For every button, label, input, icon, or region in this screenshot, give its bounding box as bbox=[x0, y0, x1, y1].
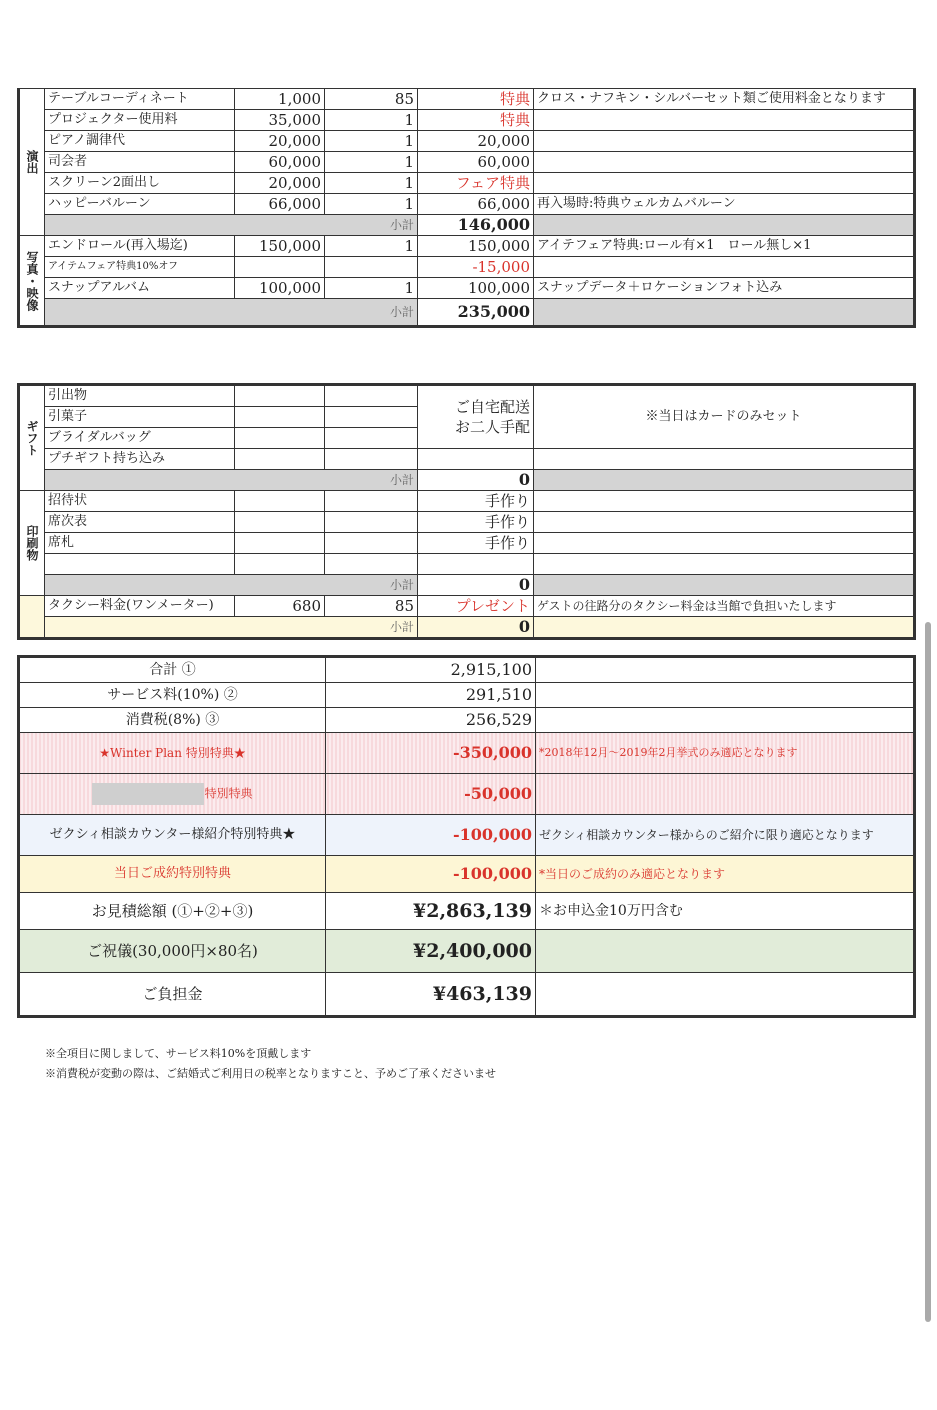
taxi-marker bbox=[19, 596, 45, 639]
item-price: 20,000 bbox=[235, 173, 325, 194]
subtotal-row bbox=[19, 617, 915, 639]
item-amount: 特典 bbox=[418, 89, 534, 110]
subtotal-value: 0 bbox=[418, 617, 534, 639]
winter-note: *2018年12月～2019年2月挙式のみ適応となります bbox=[536, 733, 915, 774]
tax-value: 256,529 bbox=[326, 708, 536, 733]
item-note bbox=[534, 533, 915, 554]
subtotal-row bbox=[19, 575, 915, 596]
item-name: 招待状 bbox=[45, 491, 235, 512]
sameday-row bbox=[19, 856, 915, 893]
subtotal-blank bbox=[534, 215, 915, 236]
item-amount: 手作り bbox=[418, 512, 534, 533]
gift-delivery: ご自宅配送 お二人手配 bbox=[418, 385, 534, 449]
item-price bbox=[235, 449, 325, 470]
item-note bbox=[534, 131, 915, 152]
subtotal-label: 小計 bbox=[45, 299, 418, 327]
summary-table bbox=[17, 655, 916, 1018]
item-qty: 1 bbox=[325, 110, 418, 131]
estimate-row bbox=[19, 893, 915, 930]
special-label: 特別特典 bbox=[204, 786, 253, 801]
footnote-2: ※消費税が変動の際は、ご結婚式ご利用日の税率となりますこと、予めご了承くださいませ bbox=[45, 1067, 496, 1080]
item-price bbox=[235, 554, 325, 575]
service-value: 291,510 bbox=[326, 683, 536, 708]
production-row bbox=[19, 89, 915, 110]
item-name: タクシー料金(ワンメーター) bbox=[45, 596, 235, 617]
burden-row bbox=[19, 973, 915, 1017]
item-amount: 100,000 bbox=[418, 278, 534, 299]
item-qty bbox=[325, 385, 418, 407]
item-amount: 手作り bbox=[418, 533, 534, 554]
subtotal-blank bbox=[534, 575, 915, 596]
item-qty: 1 bbox=[325, 173, 418, 194]
subtotal-blank bbox=[534, 617, 915, 639]
print-row bbox=[19, 533, 915, 554]
redacted-block bbox=[92, 783, 204, 805]
item-qty: 1 bbox=[325, 278, 418, 299]
item-note: スナップデータ＋ロケーションフォト込み bbox=[534, 278, 915, 299]
gift-money-label: ご祝儀(30,000円×80名) bbox=[19, 930, 326, 973]
total-value: 2,915,100 bbox=[326, 657, 536, 683]
production-row bbox=[19, 152, 915, 173]
print-row bbox=[19, 554, 915, 575]
item-name: ブライダルバッグ bbox=[45, 428, 235, 449]
production-row bbox=[19, 194, 915, 215]
item-price: 150,000 bbox=[235, 236, 325, 257]
item-amount: 手作り bbox=[418, 491, 534, 512]
subtotal-label: 小計 bbox=[45, 575, 418, 596]
item-name: スナップアルバム bbox=[45, 278, 235, 299]
item-price bbox=[235, 512, 325, 533]
item-price: 100,000 bbox=[235, 278, 325, 299]
item-qty: 1 bbox=[325, 194, 418, 215]
zexy-row bbox=[19, 815, 915, 856]
footnote-1: ※全項目に関しまして、サービス料10%を頂戴します bbox=[45, 1047, 312, 1060]
print-row bbox=[19, 512, 915, 533]
subtotal-blank bbox=[534, 299, 915, 327]
subtotal-label: 小計 bbox=[45, 215, 418, 236]
item-name: スクリーン2面出し bbox=[45, 173, 235, 194]
gift-note: ※当日はカードのみセット bbox=[534, 385, 915, 449]
category-label: 印刷物 bbox=[19, 491, 45, 596]
item-price bbox=[235, 491, 325, 512]
zexy-value: -100,000 bbox=[326, 815, 536, 856]
item-amount: -15,000 bbox=[418, 257, 534, 278]
item-name: ハッピーバルーン bbox=[45, 194, 235, 215]
item-qty bbox=[325, 512, 418, 533]
item-price: 60,000 bbox=[235, 152, 325, 173]
item-name: プチギフト持ち込み bbox=[45, 449, 235, 470]
winter-label: ★Winter Plan 特別特典★ bbox=[19, 733, 326, 774]
estimate-label: お見積総額 (①+②+③) bbox=[19, 893, 326, 930]
production-row bbox=[19, 131, 915, 152]
photo-row bbox=[19, 257, 915, 278]
item-qty: 1 bbox=[325, 131, 418, 152]
item-qty bbox=[325, 407, 418, 428]
photo-row bbox=[19, 278, 915, 299]
item-qty: 1 bbox=[325, 236, 418, 257]
winter-value: -350,000 bbox=[326, 733, 536, 774]
item-name: 引菓子 bbox=[45, 407, 235, 428]
item-qty: 85 bbox=[325, 89, 418, 110]
subtotal-value: 146,000 bbox=[418, 215, 534, 236]
item-amount bbox=[418, 554, 534, 575]
estimate-note: ＊お申込金10万円含む bbox=[536, 893, 915, 930]
item-note: クロス・ナフキン・シルバーセット類ご使用料金となります bbox=[534, 89, 915, 110]
item-amount: 60,000 bbox=[418, 152, 534, 173]
subtotal-row bbox=[19, 299, 915, 327]
photo-row bbox=[19, 236, 915, 257]
winter-row bbox=[19, 733, 915, 774]
item-note bbox=[534, 554, 915, 575]
subtotal-blank bbox=[534, 470, 915, 491]
special-value: -50,000 bbox=[326, 774, 536, 815]
item-note bbox=[534, 512, 915, 533]
special-row bbox=[19, 774, 915, 815]
category-label: 写真・映像 bbox=[19, 236, 45, 327]
production-table bbox=[17, 88, 916, 328]
zexy-note: ゼクシィ相談カウンター様からのご紹介に限り適応となります bbox=[536, 815, 915, 856]
item-note bbox=[534, 257, 915, 278]
production-row bbox=[19, 110, 915, 131]
total-label: 合計 ① bbox=[19, 657, 326, 683]
item-name: エンドロール(再入場迄) bbox=[45, 236, 235, 257]
item-qty bbox=[325, 257, 418, 278]
item-price bbox=[235, 385, 325, 407]
item-name: テーブルコーディネート bbox=[45, 89, 235, 110]
item-price bbox=[235, 257, 325, 278]
scrollbar[interactable] bbox=[925, 622, 931, 1322]
item-name: 司会者 bbox=[45, 152, 235, 173]
subtotal-label: 小計 bbox=[45, 617, 418, 639]
item-amount: 特典 bbox=[418, 110, 534, 131]
service-row bbox=[19, 683, 915, 708]
item-qty bbox=[325, 449, 418, 470]
taxi-row bbox=[19, 596, 915, 617]
tax-label: 消費税(8%) ③ bbox=[19, 708, 326, 733]
item-name: 席次表 bbox=[45, 512, 235, 533]
item-amount: 66,000 bbox=[418, 194, 534, 215]
sameday-label: 当日ご成約特別特典 bbox=[19, 856, 326, 893]
sameday-note: *当日のご成約のみ適応となります bbox=[536, 856, 915, 893]
item-note bbox=[534, 110, 915, 131]
item-price: 680 bbox=[235, 596, 325, 617]
item-amount bbox=[418, 449, 534, 470]
item-qty: 1 bbox=[325, 152, 418, 173]
item-name bbox=[45, 554, 235, 575]
item-amount: プレゼント bbox=[418, 596, 534, 617]
item-note bbox=[534, 449, 915, 470]
item-price: 20,000 bbox=[235, 131, 325, 152]
gift-money-row bbox=[19, 930, 915, 973]
subtotal-row bbox=[19, 470, 915, 491]
item-price bbox=[235, 533, 325, 554]
item-note: アイテフェア特典:ロール有×1 ロール無し×1 bbox=[534, 236, 915, 257]
subtotal-value: 235,000 bbox=[418, 299, 534, 327]
item-amount: 20,000 bbox=[418, 131, 534, 152]
category-label: ギフト bbox=[19, 385, 45, 491]
estimate-value: ¥2,863,139 bbox=[326, 893, 536, 930]
item-name: プロジェクター使用料 bbox=[45, 110, 235, 131]
subtotal-value: 0 bbox=[418, 575, 534, 596]
burden-value: ¥463,139 bbox=[326, 973, 536, 1017]
item-name: 引出物 bbox=[45, 385, 235, 407]
item-name: アイテムフェア特典10%オフ bbox=[45, 257, 235, 278]
service-label: サービス料(10%) ② bbox=[19, 683, 326, 708]
gift-row bbox=[19, 385, 915, 407]
item-price: 35,000 bbox=[235, 110, 325, 131]
item-qty bbox=[325, 554, 418, 575]
item-note bbox=[534, 152, 915, 173]
item-qty bbox=[325, 533, 418, 554]
zexy-label: ゼクシィ相談カウンター様紹介特別特典★ bbox=[19, 815, 326, 856]
item-note bbox=[534, 173, 915, 194]
gift-row bbox=[19, 449, 915, 470]
item-name: 席札 bbox=[45, 533, 235, 554]
item-price: 66,000 bbox=[235, 194, 325, 215]
item-qty: 85 bbox=[325, 596, 418, 617]
sameday-value: -100,000 bbox=[326, 856, 536, 893]
gift-print-table bbox=[17, 383, 916, 640]
item-price: 1,000 bbox=[235, 89, 325, 110]
total-row bbox=[19, 657, 915, 683]
item-amount: 150,000 bbox=[418, 236, 534, 257]
item-note bbox=[534, 491, 915, 512]
subtotal-value: 0 bbox=[418, 470, 534, 491]
production-row bbox=[19, 173, 915, 194]
item-amount: フェア特典 bbox=[418, 173, 534, 194]
burden-label: ご負担金 bbox=[19, 973, 326, 1017]
item-qty bbox=[325, 428, 418, 449]
gift-money-value: ¥2,400,000 bbox=[326, 930, 536, 973]
item-price bbox=[235, 428, 325, 449]
item-note: ゲストの往路分のタクシー料金は当館で負担いたします bbox=[534, 596, 915, 617]
category-label: 演出 bbox=[19, 89, 45, 236]
item-price bbox=[235, 407, 325, 428]
tax-row bbox=[19, 708, 915, 733]
subtotal-label: 小計 bbox=[45, 470, 418, 491]
item-name: ピアノ調律代 bbox=[45, 131, 235, 152]
item-qty bbox=[325, 491, 418, 512]
item-note: 再入場時:特典ウェルカムバルーン bbox=[534, 194, 915, 215]
print-row bbox=[19, 491, 915, 512]
subtotal-row bbox=[19, 215, 915, 236]
